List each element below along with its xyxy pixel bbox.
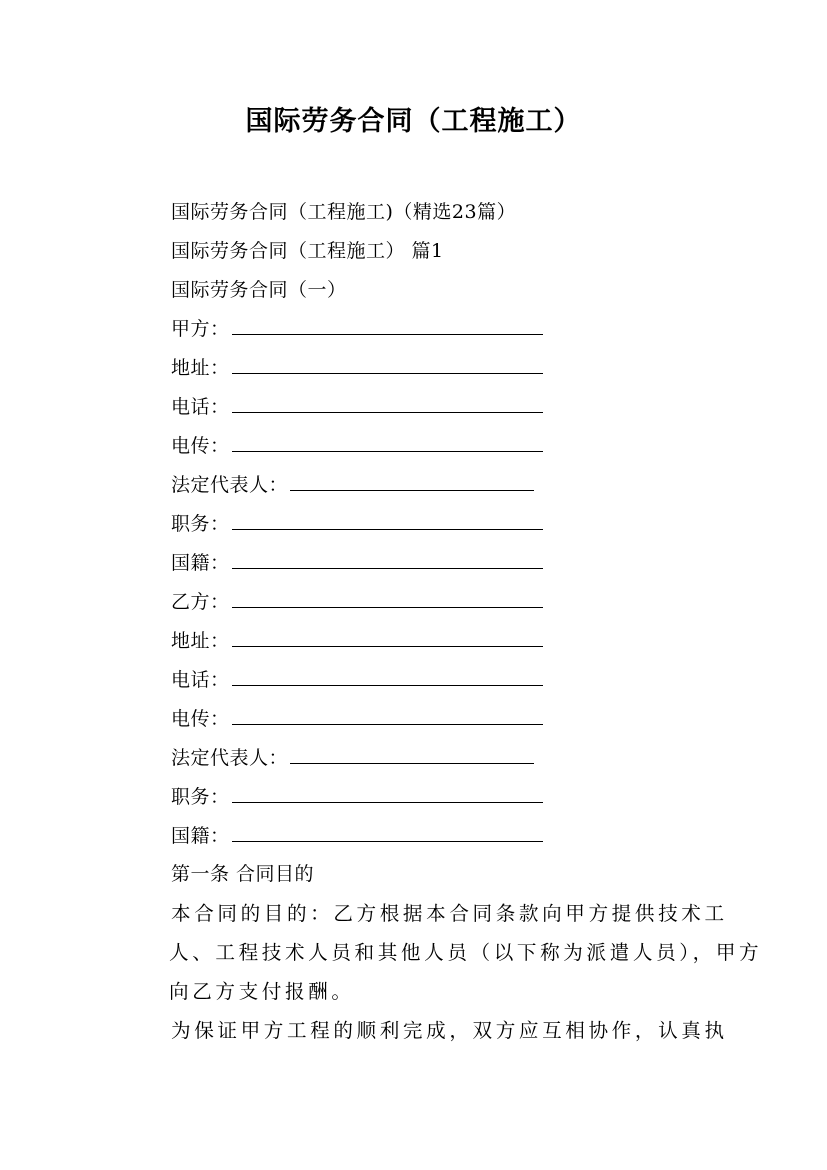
party-a-name-row (171, 313, 543, 345)
party-a-address-blank[interactable] (232, 352, 543, 374)
party-b-name-row (171, 586, 543, 618)
party-a-name-label: 甲方： (171, 318, 230, 340)
party-a-legal-rep-blank[interactable] (290, 469, 534, 491)
party-a-phone-label: 电话： (171, 396, 230, 418)
party-b-legal-rep-blank[interactable] (290, 742, 534, 764)
party-b-address-row (171, 625, 543, 657)
party-a-fax-label: 电传： (171, 435, 230, 457)
party-a-fax-row (171, 430, 543, 462)
party-a-legal-rep-row (171, 469, 534, 501)
party-a-fax-blank[interactable] (232, 430, 543, 452)
party-b-nationality-blank[interactable] (232, 820, 543, 842)
subtitle-part: 国际劳务合同（工程施工） 篇1 (171, 240, 444, 262)
subtitle-contract-one: 国际劳务合同（一） (171, 279, 347, 301)
party-a-nationality-blank[interactable] (232, 547, 543, 569)
paragraph-line: 向乙方支付报酬。 (169, 980, 355, 1004)
subtitle-collection: 国际劳务合同（工程施工)（精选23篇） (171, 201, 517, 223)
party-b-nationality-row (171, 820, 543, 852)
party-b-nationality-label: 国籍： (171, 825, 230, 847)
party-a-phone-row (171, 391, 543, 423)
paragraph-line: 本合同的目的：乙方根据本合同条款向甲方提供技术工 (171, 902, 728, 925)
party-b-name-blank[interactable] (232, 586, 543, 608)
party-b-fax-blank[interactable] (232, 703, 543, 725)
party-b-phone-blank[interactable] (232, 664, 543, 686)
party-b-fax-label: 电传： (171, 708, 230, 730)
party-b-legal-rep-row (171, 742, 534, 774)
party-b-position-row (171, 781, 543, 813)
paragraph-line: 为保证甲方工程的顺利完成，双方应互相协作，认真执 (171, 1019, 728, 1042)
party-a-legal-rep-label: 法定代表人： (171, 474, 289, 496)
party-b-fax-row (171, 703, 543, 735)
party-a-nationality-row (171, 547, 543, 579)
party-a-position-row (171, 508, 543, 540)
paragraph-line: 人、工程技术人员和其他人员（以下称为派遣人员），甲方 (169, 941, 763, 965)
party-a-phone-blank[interactable] (232, 391, 543, 413)
party-b-legal-rep-label: 法定代表人： (171, 747, 289, 769)
article-1-heading: 第一条 合同目的 (171, 863, 315, 885)
article-1-paragraph-2 (171, 1011, 728, 1050)
party-a-address-label: 地址： (171, 357, 230, 379)
party-a-nationality-label: 国籍： (171, 552, 230, 574)
article-1-paragraph-1 (169, 894, 763, 1012)
party-b-position-blank[interactable] (232, 781, 543, 803)
party-b-position-label: 职务： (171, 786, 230, 808)
party-a-address-row (171, 352, 543, 384)
party-b-phone-label: 电话： (171, 669, 230, 691)
party-a-name-blank[interactable] (232, 313, 543, 335)
party-b-phone-row (171, 664, 543, 696)
party-a-position-label: 职务： (171, 513, 230, 535)
document-title: 国际劳务合同（工程施工） (245, 106, 582, 137)
party-b-address-label: 地址： (171, 630, 230, 652)
party-b-name-label: 乙方： (171, 591, 230, 613)
party-a-position-blank[interactable] (232, 508, 543, 530)
party-b-address-blank[interactable] (232, 625, 543, 647)
